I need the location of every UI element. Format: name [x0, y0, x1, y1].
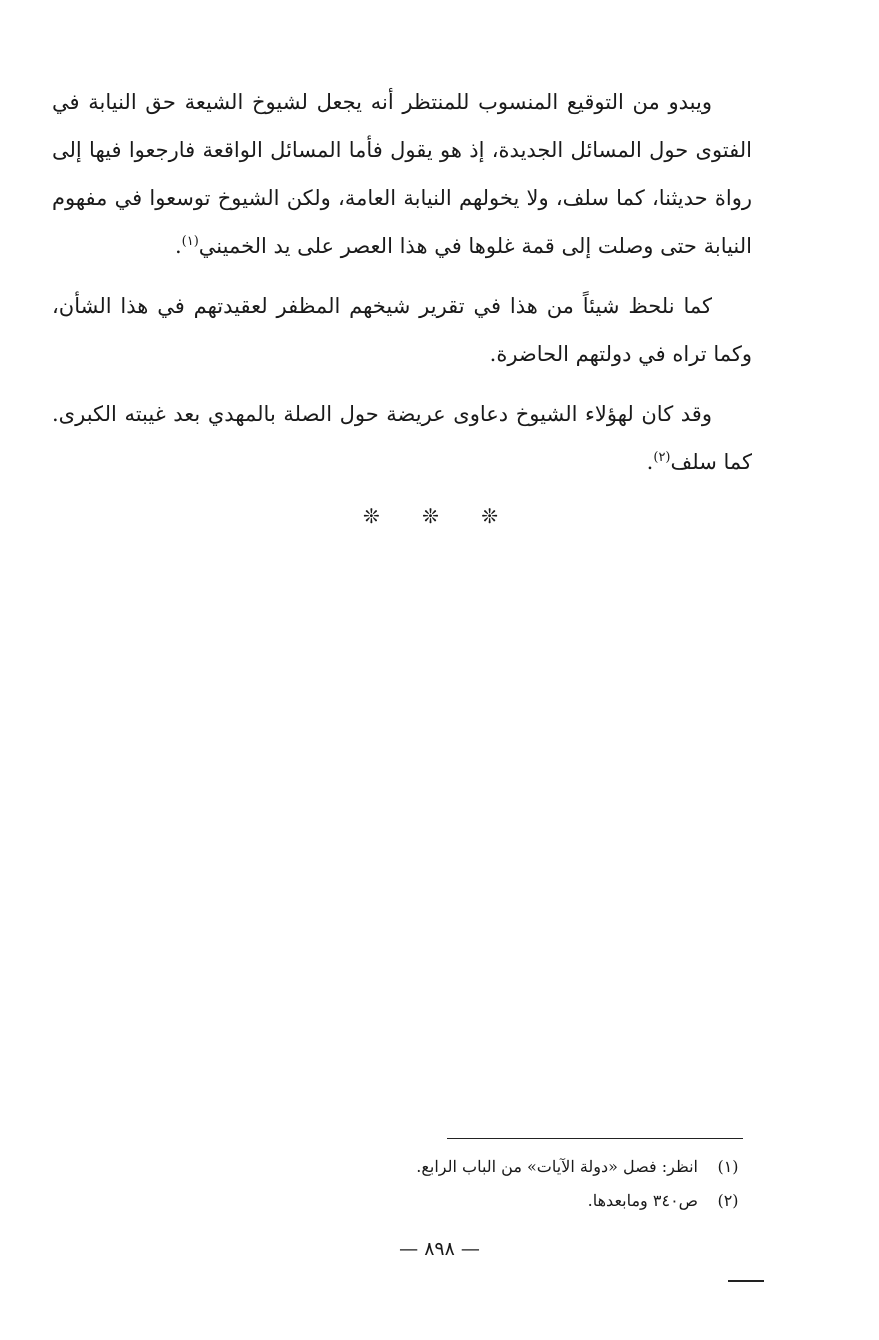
main-text	[52, 78, 752, 486]
footnote-number: (٢)	[717, 1191, 739, 1210]
footnote-item	[200, 1184, 748, 1218]
paragraph	[52, 390, 752, 486]
paragraph-text: وقد كان لهؤلاء الشيوخ دعاوى عريضة حول الصلة بالمهدي بعد غيبته الكبرى. كما سلف	[52, 402, 752, 474]
footnote-text: انظر: فصل «دولة الآيات» من الباب الرابع.	[416, 1157, 698, 1176]
section-separator: ❊ ❊ ❊	[363, 504, 516, 528]
footnote-reference: (١)	[181, 234, 199, 249]
paragraph	[52, 78, 752, 270]
footnotes	[200, 1150, 748, 1218]
paragraph	[52, 282, 752, 378]
paragraph-end: .	[174, 234, 182, 258]
edge-mark	[728, 1280, 764, 1282]
paragraph-text: ويبدو من التوقيع المنسوب للمنتظر أنه يجعل لشيوخ الشيعة حق النيابة في الفتوى حول المسائل الجديدة، إذ هو يقول فأما المسائل الواقعة فارجعوا فيها إلى رواة حديثنا، كما سلف، ولا يخولهم النيابة العامة، ولكن الشيوخ توسعوا في مفهوم النيابة حتى وصلت إلى قمة غلوها في هذا العصر على يد الخميني	[52, 90, 752, 258]
paragraph-end: .	[646, 450, 654, 474]
footnote-divider	[447, 1138, 743, 1139]
footnote-text: ص٣٤٠ ومابعدها.	[587, 1191, 698, 1210]
page-number: — ٨٩٨ —	[399, 1238, 480, 1260]
footnote-number: (١)	[717, 1157, 739, 1176]
footnote-reference: (٢)	[653, 450, 671, 465]
footnote-item	[200, 1150, 748, 1184]
paragraph-text: كما نلحظ شيئاً من هذا في تقرير شيخهم المظفر لعقيدتهم في هذا الشأن، وكما تراه في دولتهم الحاضرة.	[52, 294, 752, 366]
